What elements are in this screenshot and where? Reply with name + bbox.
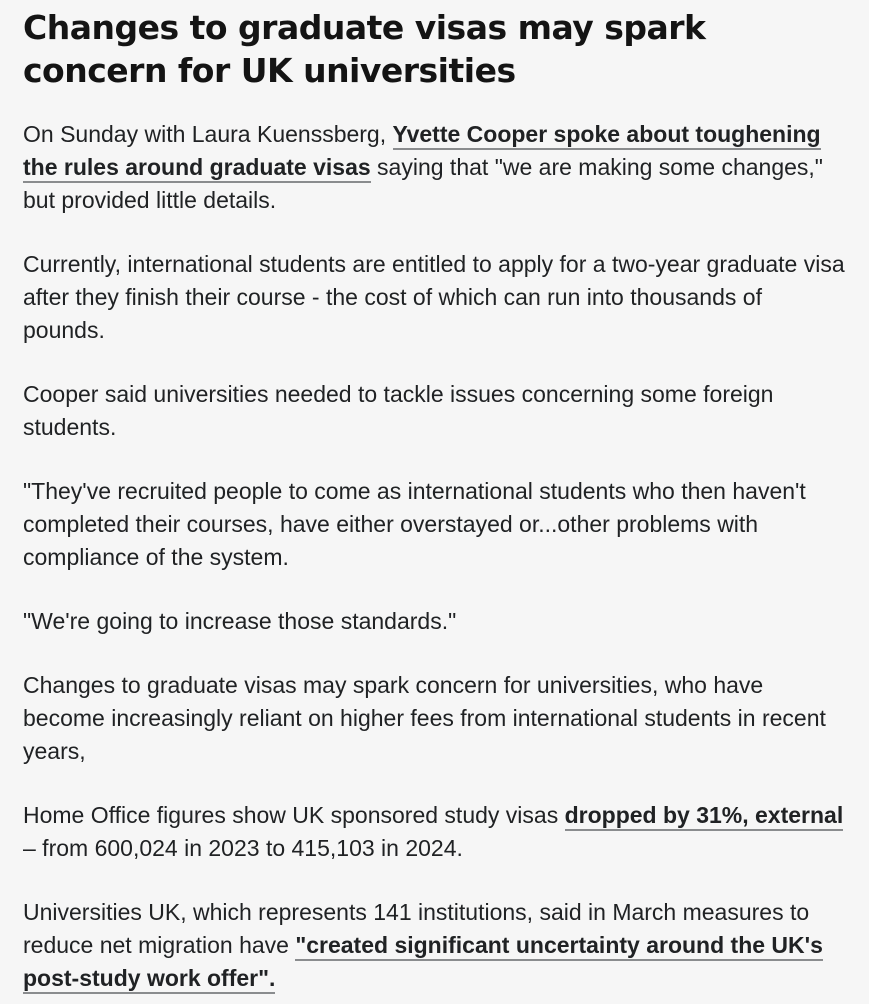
paragraph-8 xyxy=(23,896,849,995)
paragraph-4-quote: "They've recruited people to come as international students who then haven't completed their courses, have either overstayed or...other problems with compliance of the system. xyxy=(23,478,806,570)
paragraph-2: Currently, international students are entitled to apply for a two-year graduate visa after they finish their course - the cost of which can run into thousands of pounds. xyxy=(23,251,845,343)
paragraph-7-text-after: – from 600,024 in 2023 to 415,103 in 2024. xyxy=(23,835,463,861)
paragraph-8-text-before: Universities UK, which represents 141 institutions, said in March measures to reduce net migration have xyxy=(23,899,810,958)
study-visas-external-link[interactable]: dropped by 31%, external xyxy=(565,802,844,831)
universities-uk-statement-link[interactable]: "created significant uncertainty around the UK's post-study work offer". xyxy=(23,932,823,994)
paragraph-7 xyxy=(23,799,849,865)
paragraph-3: Cooper said universities needed to tackle issues concerning some foreign students. xyxy=(23,381,774,440)
paragraph-1 xyxy=(23,118,849,217)
graduate-visas-link[interactable]: Yvette Cooper spoke about toughening the rules around graduate visas xyxy=(23,121,821,183)
paragraph-7-text-before: Home Office figures show UK sponsored study visas xyxy=(23,802,565,828)
paragraph-5-quote: "We're going to increase those standards." xyxy=(23,608,457,634)
paragraph-1-text-before: On Sunday with Laura Kuenssberg, xyxy=(23,121,393,147)
paragraph-1-text-after: saying that "we are making some changes," but provided little details. xyxy=(23,154,823,213)
article-headline: Changes to graduate visas may spark concern for UK universities xyxy=(23,8,706,90)
paragraph-6: Changes to graduate visas may spark concern for universities, who have become increasingly reliant on higher fees from international students in recent years, xyxy=(23,672,826,764)
